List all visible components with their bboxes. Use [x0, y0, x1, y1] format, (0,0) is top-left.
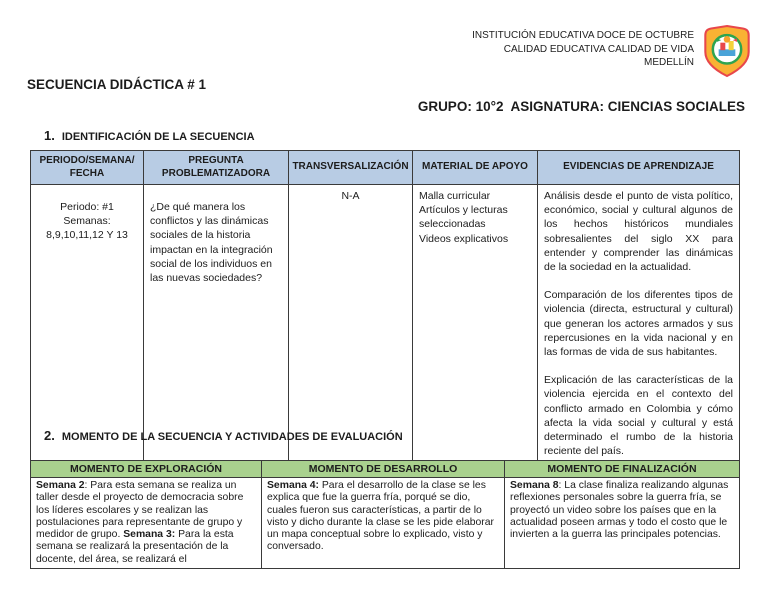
desarrollo-week-4-label: Semana 4: — [267, 480, 319, 491]
section-2-label: MOMENTO DE LA SECUENCIA Y ACTIVIDADES DE EVALUACIÓN — [61, 431, 403, 443]
letterhead — [472, 24, 752, 83]
cell-pregunta: ¿De qué manera los conflictos y las dinámicas sociales de la historia impactan en la integración social de los individuos en las nuevas sociedades? — [144, 185, 289, 462]
column-header-exploracion: MOMENTO DE EXPLORACIÓN — [31, 461, 262, 478]
exploracion-week-3-text: Para la esta semana se realizará la presentación de la docente, del área, se realizará el — [36, 529, 234, 565]
material-item-3: Videos explicativos — [419, 232, 509, 245]
cell-material — [413, 185, 538, 462]
institution-line-3: MEDELLÍN — [643, 57, 694, 68]
periodo-line-1: Periodo: #1 — [60, 201, 114, 213]
desarrollo-week-4-text: Para el desarrollo de la clase se les explica que fue la guerra fría, porqué se dio, cuales fueron sus características, a partir de lo visto y dicho durante la clase se les pide elaborar un mapa conceptual sobre lo explicado, visto y conversado. — [267, 480, 494, 553]
page-title: SECUENCIA DIDÁCTICA # 1 — [27, 77, 207, 92]
finalizacion-week-8-label: Semana 8 — [510, 480, 559, 491]
cell-desarrollo — [262, 478, 505, 569]
section-1-number: 1. — [44, 128, 55, 143]
evidencias-paragraph-1: Análisis desde el punto de vista político, económico, social y cultural algunos de los hechos históricos mundiales sobresalientes del siglo XX para entender y comprender las dinámicas de la sociedad en la actualidad. — [544, 190, 733, 274]
periodo-line-2: Semanas: 8,9,10,11,12 Y 13 — [46, 215, 128, 242]
institution-name-block — [472, 24, 694, 70]
section-1-heading — [44, 128, 255, 143]
column-header-transversalizacion: TRANSVERSALIZACIÓN — [289, 151, 413, 185]
finalizacion-week-8-text: : La clase finaliza realizando algunas reflexiones personales sobre la guerra fría, se proyectó un video sobre los países que en la actualidad poseen armas y todo el costo que le invierten a la guerra las principales potencias. — [510, 480, 729, 541]
section-1-label: IDENTIFICACIÓN DE LA SECUENCIA — [61, 131, 255, 143]
cell-periodo — [31, 185, 144, 462]
exploracion-week-3-label: Semana 3: — [123, 529, 176, 541]
column-header-periodo: PERIODO/SEMANA/ FECHA — [31, 151, 144, 185]
institution-line-2: CALIDAD EDUCATIVA CALIDAD DE VIDA — [503, 43, 694, 55]
identification-table — [30, 150, 740, 462]
exploracion-week-2-text: : Para esta semana se realiza un taller desde el proyecto de democracia sobre los líderes escolares y se realizan las postulaciones para representante de grupo y medidor de grupo. — [36, 480, 244, 541]
school-crest-icon — [702, 24, 752, 83]
material-item-1: Malla curricular — [419, 190, 491, 202]
section-2-heading — [44, 428, 403, 443]
moments-table-row — [31, 478, 740, 569]
column-header-finalizacion: MOMENTO DE FINALIZACIÓN — [505, 461, 740, 478]
exploracion-week-2-label: Semana 2 — [36, 480, 85, 491]
material-item-2: Artículos y lecturas seleccionadas — [419, 204, 508, 231]
institution-line-1: INSTITUCIÓN EDUCATIVA DOCE DE OCTUBRE — [472, 30, 694, 41]
cell-evidencias — [538, 185, 740, 462]
column-header-material: MATERIAL DE APOYO — [413, 151, 538, 185]
column-header-desarrollo: MOMENTO DE DESARROLLO — [262, 461, 505, 478]
cell-transversalizacion: N-A — [289, 185, 413, 462]
identification-table-header-row — [31, 151, 740, 185]
column-header-evidencias: EVIDENCIAS DE APRENDIZAJE — [538, 151, 740, 185]
cell-finalizacion — [505, 478, 740, 569]
identification-table-row — [31, 185, 740, 462]
evidencias-paragraph-2: Comparación de los diferentes tipos de violencia (directa, estructural y cultural) que generan los actores armados y sus repercusiones en la vida nacional y en las formas de vida de sus habitantes. — [544, 289, 733, 359]
group-subject-line: GRUPO: 10°2 ASIGNATURA: CIENCIAS SOCIALES — [417, 99, 745, 114]
moments-table — [30, 460, 740, 569]
moments-table-header-row — [31, 461, 740, 478]
evidencias-paragraph-3: Explicación de las características de la violencia ejercida en el contexto del conflicto armado en Colombia y cómo afecta la vida social y cultural y está determinado el rumbo de la historia reciente del país. — [544, 374, 733, 458]
section-2-number: 2. — [44, 428, 55, 443]
column-header-pregunta: PREGUNTA PROBLEMATIZADORA — [144, 151, 289, 185]
cell-exploracion — [31, 478, 262, 569]
